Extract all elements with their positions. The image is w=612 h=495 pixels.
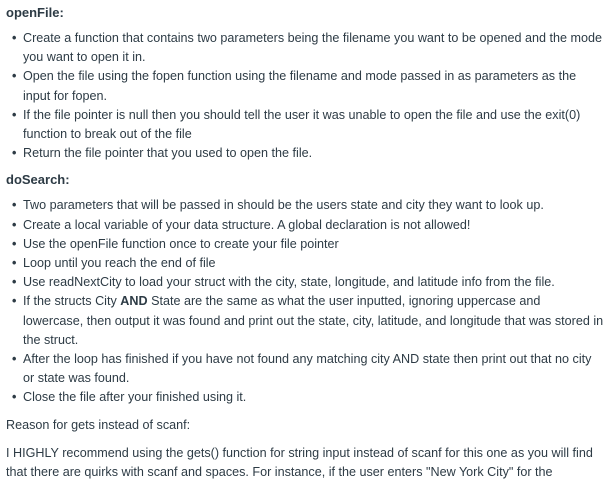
emphasis-text: AND [120,294,148,309]
reason-label: Reason for gets instead of scanf: [6,417,191,432]
list-item [23,292,604,350]
list-item: • Return the file pointer that you used to open the file. [23,144,604,163]
list-item: • Open the file using the fopen function using the filename and mode passed in as parameters as the input for fopen. [23,67,604,105]
list-item: • After the loop has finished if you have not found any matching city AND state then print out that no city or state was found. [23,350,604,388]
dosearch-list [6,196,604,407]
list-item: • Use readNextCity to load your struct with the city, state, longitude, and latitude info from the file. [23,273,604,292]
openfile-heading: openFile: [6,5,64,20]
openfile-list [6,29,604,163]
dosearch-heading: doSearch: [6,172,70,188]
text-segment: State are the same as what the user inputted, ignoring uppercase and lowercase, then output it was found and print out the state, city, latitude, and longitude that was stored in the struct. [23,294,604,347]
list-item: • If the file pointer is null then you should tell the user it was unable to open the file and use the exit(0) function to break out of the file [23,106,604,144]
text-segment: If the structs City [23,294,121,309]
list-item: • Loop until you reach the end of file [23,254,604,273]
list-item: • Two parameters that will be passed in should be the users state and city they want to look up. [23,196,604,215]
reason-paragraph: I HIGHLY recommend using the gets() function for string input instead of scanf for this one as you will find that there are quirks with scanf and spaces. For instance, if the user enters "New York City" for the [6,445,593,480]
list-item: • Close the file after your finished using it. [23,388,604,407]
list-item: • Create a function that contains two parameters being the filename you want to be opened and the mode you want to open it in. [23,29,604,67]
list-item: • Use the openFile function once to create your file pointer [23,235,604,254]
list-item: • Create a local variable of your data structure. A global declaration is not allowed! [23,216,604,235]
